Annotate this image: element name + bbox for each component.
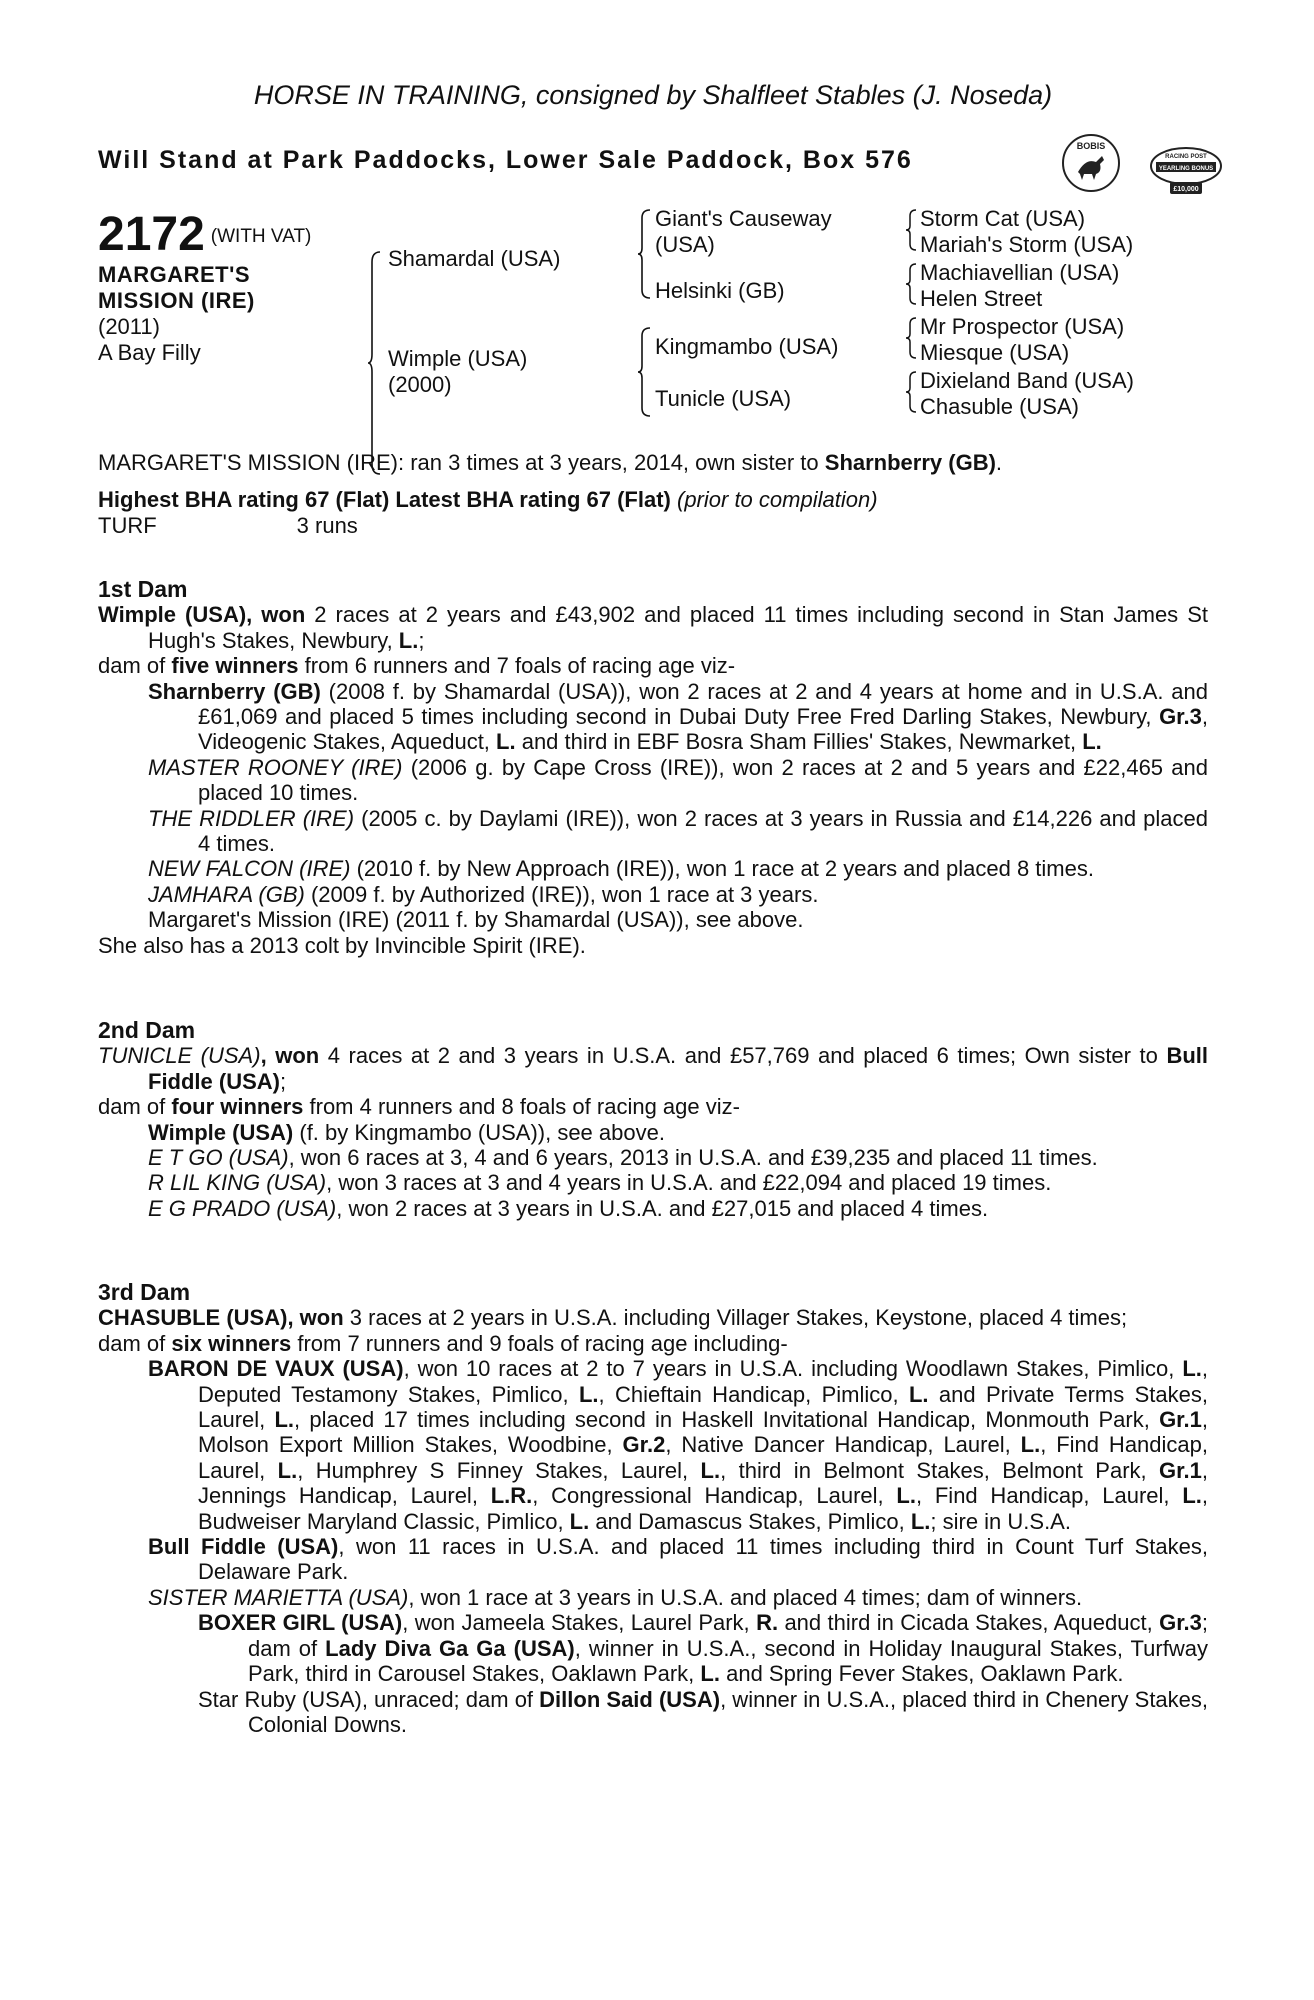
sire-line-brace (638, 208, 652, 300)
ped-g5: Mr Prospector (USA) (920, 314, 1125, 339)
ped-g6: Miesque (USA) (920, 340, 1070, 365)
ped-g4: Helen Street (920, 286, 1043, 311)
lot-number: 2172 (98, 208, 205, 261)
first-dam-record: Wimple (USA), won 2 races at 2 years and £43,902 and placed 11 times including second in Stan James St Hugh's Stakes, Newbury, L.; (98, 602, 1208, 653)
ped-g8: Chasuble (USA) (920, 394, 1079, 419)
third-dam-heading: 3rd Dam (98, 1279, 191, 1305)
second-dam-produce-summary: dam of four winners from 4 runners and 8 foals of racing age viz- (98, 1094, 740, 1120)
svg-text:RACING POST: RACING POST (1165, 154, 1207, 160)
ped-dam-dam: Tunicle (USA) (655, 386, 792, 411)
first-dam-progeny-1: Sharnberry (GB) (2008 f. by Shamardal (USA)), won 2 races at 2 and 4 years at home and in U.S.A. and £61,069 and placed 5 times including second in Dubai Duty Free Fred Darling Stakes, Newbury, Gr.3, Videogenic Stakes, Aqueduct, L. and third in EBF Bosra Sham Fillies' Stakes, Newmarket, L. (148, 678, 1208, 755)
ped-dam: Wimple (USA) (2000) (388, 346, 528, 397)
lot-description: A Bay Filly (98, 340, 201, 365)
second-dam-heading: 2nd Dam (98, 1017, 196, 1043)
ped-dam-sire: Kingmambo (USA) (655, 334, 839, 359)
g-brace-3 (906, 316, 918, 360)
fourth-gen-boxer-girl: BOXER GIRL (USA), won Jameela Stakes, Laurel Park, R. and third in Cicada Stakes, Aqueduct, Gr.3; dam of Lady Diva Ga Ga (USA), winner in U.S.A., second in Holiday Inaugural Stakes, Turfway Park, third in Carousel Stakes, Oaklawn Park, L. and Spring Fever Stakes, Oaklawn Park. (198, 1610, 1209, 1687)
second-dam-progeny-2: E T GO (USA), won 6 races at 3, 4 and 6 years, 2013 in U.S.A. and £39,235 and placed 11 times. (148, 1145, 1098, 1171)
second-dam-section (98, 1018, 1208, 1221)
g-brace-1 (906, 208, 918, 252)
second-dam-progeny-1: Wimple (USA) (f. by Kingmambo (USA)), see above. (148, 1119, 665, 1145)
ped-sire-sire: Giant's Causeway (USA) (655, 206, 832, 257)
first-dam-produce-summary: dam of five winners from 6 runners and 7 foals of racing age viz- (98, 653, 736, 679)
summary-section (98, 450, 1208, 538)
ped-g7: Dixieland Band (USA) (920, 368, 1134, 393)
second-dam-progeny-4: E G PRADO (USA), won 2 races at 3 years in U.S.A. and £27,015 and placed 4 times. (148, 1195, 989, 1221)
bobis-logo (1060, 132, 1122, 194)
first-dam-section (98, 577, 1208, 958)
fourth-gen-star-ruby: Star Ruby (USA), unraced; dam of Dillon Said (USA), winner in U.S.A., placed third in Chenery Stakes, Colonial Downs. (198, 1686, 1209, 1737)
ped-g1: Storm Cat (USA) (920, 206, 1086, 231)
third-dam-progeny-sister: SISTER MARIETTA (USA), won 1 race at 3 years in U.S.A. and placed 4 times; dam of winners. (148, 1584, 1083, 1610)
lot-info (98, 208, 358, 366)
ped-sire-dam: Helsinki (GB) (655, 278, 785, 303)
consignment-line: HORSE IN TRAINING, consigned by Shalfleet Stables (J. Noseda) (253, 80, 1053, 110)
stand-location: Will Stand at Park Paddocks, Lower Sale Paddock, Box 576 (98, 146, 913, 174)
g-brace-4 (906, 370, 918, 414)
sire-dam-brace (368, 250, 382, 476)
third-dam-record: CHASUBLE (USA), won 3 races at 2 years in U.S.A. including Villager Stakes, Keystone, placed 4 times; (98, 1305, 1128, 1331)
second-dam-record: TUNICLE (USA), won 4 races at 2 and 3 years in U.S.A. and £57,769 and placed 6 times; Own sister to Bull Fiddle (USA); (98, 1043, 1208, 1094)
lot-name-line2: MISSION (IRE) (98, 288, 255, 313)
first-dam-also: She also has a 2013 colt by Invincible Spirit (IRE). (98, 932, 586, 958)
first-dam-progeny-6: Margaret's Mission (IRE) (2011 f. by Shamardal (USA)), see above. (148, 907, 804, 933)
g-brace-2 (906, 262, 918, 306)
lot-vat: (WITH VAT) (210, 226, 312, 247)
lot-year: (2011) (98, 314, 160, 339)
ped-g2: Mariah's Storm (USA) (920, 232, 1134, 257)
third-dam-progeny-baron: BARON DE VAUX (USA), won 10 races at 2 to 7 years in U.S.A. including Woodlawn Stakes, Pimlico, L., Deputed Testamony Stakes, Pimlico, L., Chieftain Handicap, Pimlico, L. and Private Terms Stakes, Laurel, L., placed 17 times including second in Haskell Invitational Handicap, Monmouth Park, Gr.1, Molson Export Million Stakes, Woodbine, Gr.2, Native Dancer Handicap, Laurel, L., Find Handicap, Laurel, L., Humphrey S Finney Stakes, Laurel, L., third in Belmont Stakes, Belmont Park, Gr.1, Jennings Handicap, Laurel, L.R., Congressional Handicap, Laurel, L., Find Handicap, Laurel, L., Budweiser Maryland Classic, Pimlico, L. and Damascus Stakes, Pimlico, L.; sire in U.S.A. (148, 1356, 1208, 1534)
surface-line: TURF 3 runs (98, 512, 358, 538)
lot-name-line1: MARGARET'S (98, 262, 251, 287)
rating-line: Highest BHA rating 67 (Flat) Latest BHA rating 67 (Flat) (prior to compilation) (98, 487, 878, 513)
third-dam-produce-summary: dam of six winners from 7 runners and 9 foals of racing age including- (98, 1330, 788, 1356)
racing-post-yearling-bonus-logo (1148, 142, 1224, 198)
summary-line: MARGARET'S MISSION (IRE): ran 3 times at 3 years, 2014, own sister to Sharnberry (GB). (98, 450, 1003, 475)
svg-text:YEARLING BONUS: YEARLING BONUS (1158, 166, 1214, 172)
first-dam-progeny-5: JAMHARA (GB) (2009 f. by Authorized (IRE)), won 1 race at 3 years. (148, 881, 819, 907)
third-dam-progeny-bull: Bull Fiddle (USA), won 11 races in U.S.A. and placed 11 times including third in Count Turf Stakes, Delaware Park. (148, 1534, 1209, 1585)
first-dam-progeny-2: MASTER ROONEY (IRE) (2006 g. by Cape Cross (IRE)), won 2 races at 2 and 5 years and £22,465 and placed 10 times. (148, 754, 1208, 806)
svg-text:£10,000: £10,000 (1173, 186, 1199, 193)
ped-g3: Machiavellian (USA) (920, 260, 1120, 285)
first-dam-heading: 1st Dam (98, 576, 188, 602)
dam-line-brace (638, 326, 652, 418)
first-dam-progeny-4: NEW FALCON (IRE) (2010 f. by New Approach (IRE)), won 1 race at 2 years and placed 8 times. (148, 856, 1094, 882)
ped-sire: Shamardal (USA) (388, 246, 561, 271)
second-dam-progeny-3: R LIL KING (USA), won 3 races at 3 and 4 years in U.S.A. and £22,094 and placed 19 times. (148, 1170, 1052, 1196)
first-dam-progeny-3: THE RIDDLER (IRE) (2005 c. by Daylami (IRE)), won 2 races at 3 years in Russia and £14,226 and placed 4 times. (148, 805, 1209, 857)
third-dam-section (98, 1280, 1208, 1737)
bobis-logo-text: BOBIS (1076, 141, 1106, 151)
